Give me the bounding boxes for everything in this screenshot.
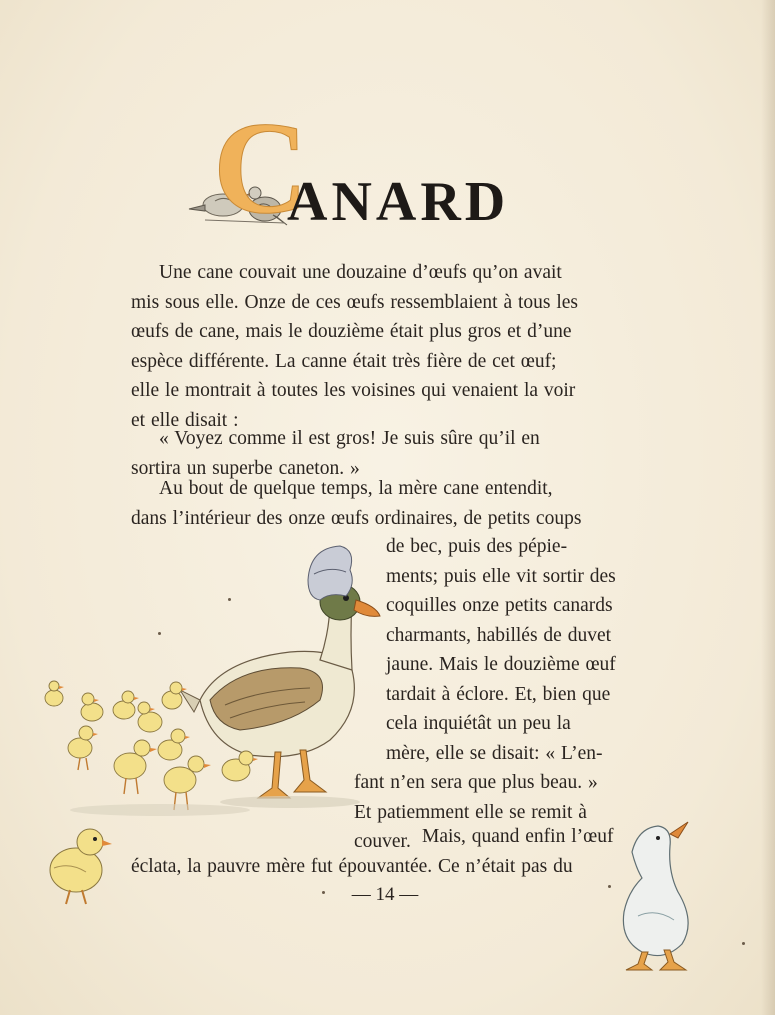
text-line: Au bout de quelque temps, la mère cane entendit,: [159, 478, 553, 499]
paragraph-4-line-1: [394, 822, 640, 852]
text-line: coquilles onze petits canards: [386, 595, 613, 616]
text-line: mère, elle se disait: « L’en-: [386, 742, 603, 764]
paragraph-3-top: [131, 474, 640, 533]
paragraph-4-line-2: [131, 852, 640, 882]
white-duckling-illustration: [612, 812, 702, 977]
paper-speck: [742, 942, 745, 945]
text-line: espèce différente. La canne était très fière de cet œuf;: [131, 350, 557, 372]
ducklings-group-illustration: [40, 670, 260, 830]
text-line: dans l’intérieur des onze œufs ordinaires, de petits coups: [131, 507, 582, 529]
text-line: de bec, puis des pépie-: [386, 536, 568, 557]
text-line: « Voyez comme il est gros! Je suis sûre qu’il en: [159, 428, 540, 449]
text-line: tardait à éclore. Et, bien que: [386, 683, 611, 705]
paper-speck: [158, 632, 161, 635]
text-line: Une cane couvait une douzaine d’œufs qu’on avait: [159, 262, 562, 283]
paragraph-1: [131, 258, 640, 435]
page-edge-shadow: [761, 0, 775, 1015]
drop-cap-letter: C: [213, 94, 309, 241]
text-line: éclata, la pauvre mère fut épouvantée. Ce n’était pas du: [131, 856, 573, 877]
paper-speck: [228, 598, 231, 601]
text-line: œufs de cane, mais le douzième était plus gros et d’une: [131, 321, 572, 342]
text-line: Mais, quand enfin l’œuf: [422, 826, 614, 847]
text-line: jaune. Mais le douzième œuf: [386, 654, 616, 675]
text-line: sortira un superbe caneton. »: [131, 457, 360, 479]
text-line: Et patiemment elle se remit à: [354, 801, 587, 823]
paragraph-3-right: [386, 532, 640, 768]
text-line: mis sous elle. Onze de ces œufs ressemblaient à tous les: [131, 291, 579, 313]
paper-speck: [608, 885, 611, 888]
text-line: elle le montrait à toutes les voisines qui venaient la voir: [131, 380, 576, 401]
paper-speck: [322, 891, 325, 894]
text-line: ments; puis elle vit sortir des: [386, 565, 616, 587]
text-line: et elle disait :: [131, 409, 239, 431]
title-text: ANARD: [287, 171, 510, 233]
chapter-title: [185, 94, 585, 241]
text-line: cela inquiétât un peu la: [386, 713, 571, 734]
duckling-bottom-left-illustration: [40, 818, 120, 910]
text-line: couver.: [354, 831, 411, 852]
text-line: charmants, habillés de duvet: [386, 624, 612, 646]
text-line: fant n’en sera que plus beau. »: [354, 772, 598, 793]
page-number: — 14 —: [351, 884, 419, 905]
